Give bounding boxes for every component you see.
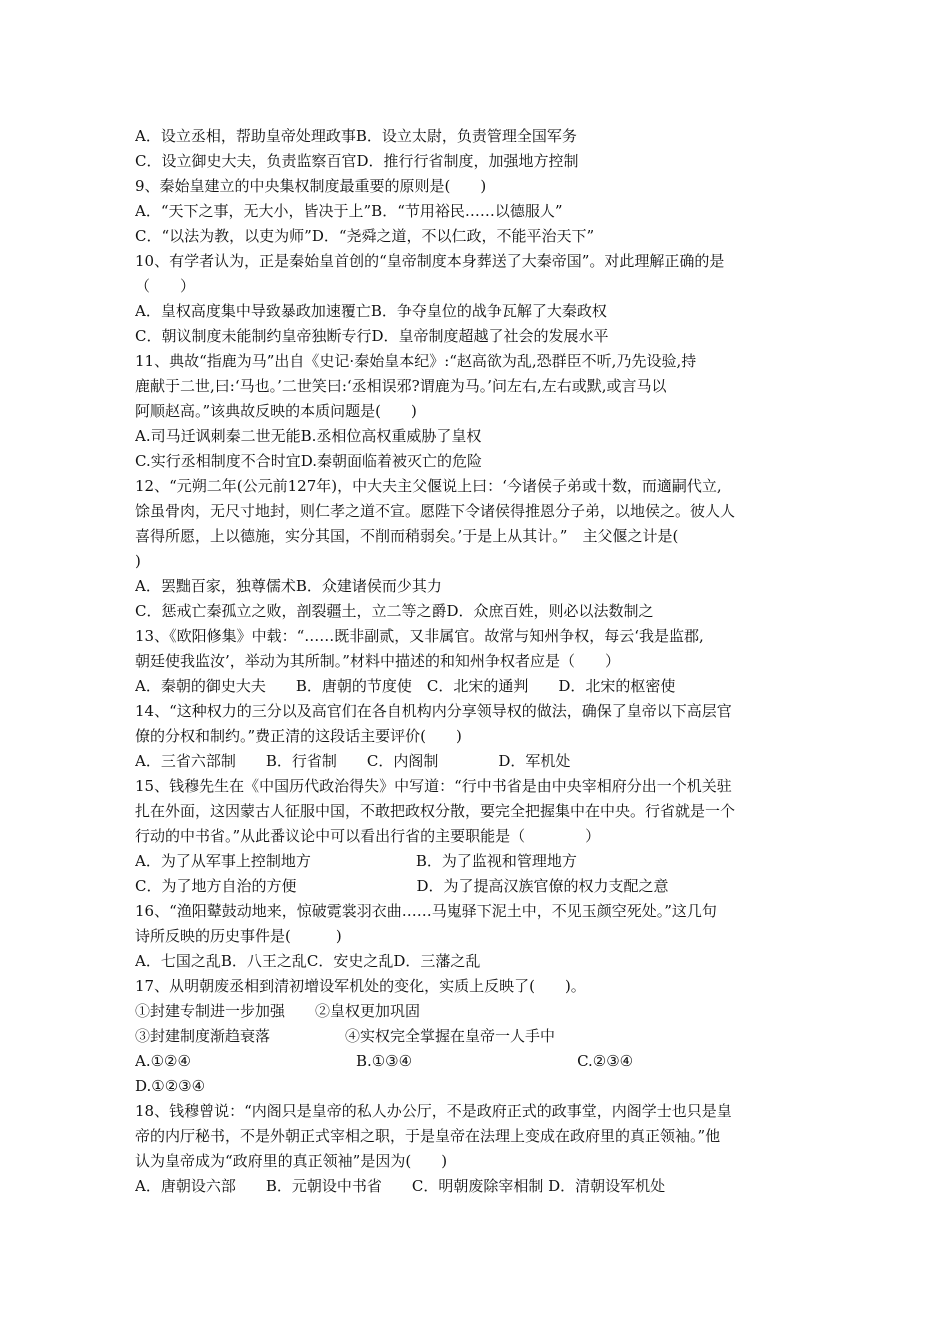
text-line: A．三省六部制 B．行省制 C．内阁制 D．军机处 xyxy=(135,752,571,770)
text-line: 阿顺赵高。”该典故反映的本质问题是( ) xyxy=(135,402,417,420)
text-line: 13、《欧阳修集》中载：“……既非副贰，又非属官。故常与知州争权，每云‘我是监郡, xyxy=(135,627,704,645)
text-line: 行动的中书省。”从此番议论中可以看出行省的主要职能是（ ） xyxy=(135,827,601,845)
text-line: 朝廷使我监汝’，举动为其所制。”材料中描述的和知州争权者应是（ ） xyxy=(135,652,620,670)
text-line: A.司马迁讽刺秦二世无能B.丞相位高权重威胁了皇权 xyxy=(135,427,482,445)
text-line: 18、钱穆曾说：“内阁只是皇帝的私人办公厅，不是政府正式的政事堂，内阁学士也只是皇 xyxy=(135,1102,732,1120)
text-line: C．朝议制度未能制约皇帝独断专行D．皇帝制度超越了社会的发展水平 xyxy=(135,327,609,345)
text-line: C．设立御史大夫，负责监察百官D．推行行省制度，加强地方控制 xyxy=(135,152,579,170)
text-line: 15、钱穆先生在《中国历代政治得失》中写道：“行中书省是由中央宰相府分出一个机关驻 xyxy=(135,777,732,795)
text-line: C．为了地方自治的方便 D．为了提高汉族官僚的权力支配之意 xyxy=(135,877,669,895)
text-line: ①封建专制进一步加强 ②皇权更加巩固 xyxy=(135,1002,421,1020)
text-line: 16、“渔阳鼙鼓动地来，惊破霓裳羽衣曲……马嵬驿下泥土中，不见玉颜空死处。”这几句 xyxy=(135,902,717,920)
text-line: 僚的分权和制约。”费正清的这段话主要评价( ) xyxy=(135,727,462,745)
text-line: A．设立丞相，帮助皇帝处理政事B．设立太尉，负责管理全国军务 xyxy=(135,127,577,145)
text-line: 11、典故“指鹿为马”出自《史记·秦始皇本纪》:“赵高欲为乱,恐群臣不听,乃先设验,持 xyxy=(135,352,697,370)
text-line: A．“天下之事，无大小，皆决于上”B．“节用裕民……以德服人” xyxy=(135,202,563,220)
text-line: 认为皇帝成为“政府里的真正领袖”是因为( ) xyxy=(135,1152,448,1170)
text-line: 10、有学者认为，正是秦始皇首创的“皇帝制度本身葬送了大秦帝国”。对此理解正确的是 xyxy=(135,252,725,270)
text-line: 17、从明朝废丞相到清初增设军机处的变化，实质上反映了( )。 xyxy=(135,977,586,995)
text-line: C．惩戒亡秦孤立之败，剖裂疆土，立二等之爵D．众庶百姓，则必以法数制之 xyxy=(135,602,654,620)
text-line: A．皇权高度集中导致暴政加速覆亡B．争夺皇位的战争瓦解了大秦政权 xyxy=(135,302,607,320)
text-line: 诗所反映的历史事件是( ) xyxy=(135,927,342,945)
text-line: 鹿献于二世,曰:‘马也。’二世笑曰:‘丞相误邪?谓鹿为马。’问左右,左右或默,或言马以 xyxy=(135,377,667,395)
text-line: 帝的内厅秘书，不是外朝正式宰相之职，于是皇帝在法理上变成在政府里的真正领袖。”他 xyxy=(135,1127,721,1145)
text-line: ) xyxy=(135,552,141,570)
text-line: A．七国之乱B．八王之乱C．安史之乱D．三藩之乱 xyxy=(135,952,481,970)
text-line: ③封建制度渐趋衰落 ④实权完全掌握在皇帝一人手中 xyxy=(135,1027,556,1045)
text-line: A．秦朝的御史大夫 B．唐朝的节度使 C．北宋的通判 D．北宋的枢密使 xyxy=(135,677,676,695)
text-line: C．“以法为教，以吏为师”D．“尧舜之道，不以仁政，不能平治天下” xyxy=(135,227,595,245)
text-line: 9、秦始皇建立的中央集权制度最重要的原则是( ) xyxy=(135,177,487,195)
text-line: 14、“这种权力的三分以及高官们在各自机构内分享领导权的做法，确保了皇帝以下高层官 xyxy=(135,702,732,720)
text-line: 12、“元朔二年(公元前127年)，中大夫主父偃说上曰：‘今诸侯子弟或十数，而適嗣代立, xyxy=(135,477,722,495)
text-line: A.①②④ B.①③④ C.②③④ xyxy=(135,1052,634,1070)
text-line: 扎在外面，这因蒙古人征服中国，不敢把政权分散，要完全把握集中在中央。行省就是一个 xyxy=(135,802,736,820)
text-line: A．唐朝设六部 B．元朝设中书省 C．明朝废除宰相制 D．清朝设军机处 xyxy=(135,1177,666,1195)
text-line: （ ） xyxy=(135,277,196,295)
text-line: 喜得所愿，上以德施，实分其国，不削而稍弱矣。’于是上从其计。” 主父偃之计是( xyxy=(135,527,679,545)
text-line: C.实行丞相制度不合时宜D.秦朝面临着被灭亡的危险 xyxy=(135,452,482,470)
text-line: A．罢黜百家，独尊儒术B．众建诸侯而少其力 xyxy=(135,577,442,595)
text-line: 馀虽骨肉，无尺寸地封，则仁孝之道不宣。愿陛下令诸侯得推恩分子弟，以地侯之。彼人人 xyxy=(135,502,736,520)
text-line: A．为了从军事上控制地方 B．为了监视和管理地方 xyxy=(135,852,577,870)
text-line: D.①②③④ xyxy=(135,1077,206,1095)
